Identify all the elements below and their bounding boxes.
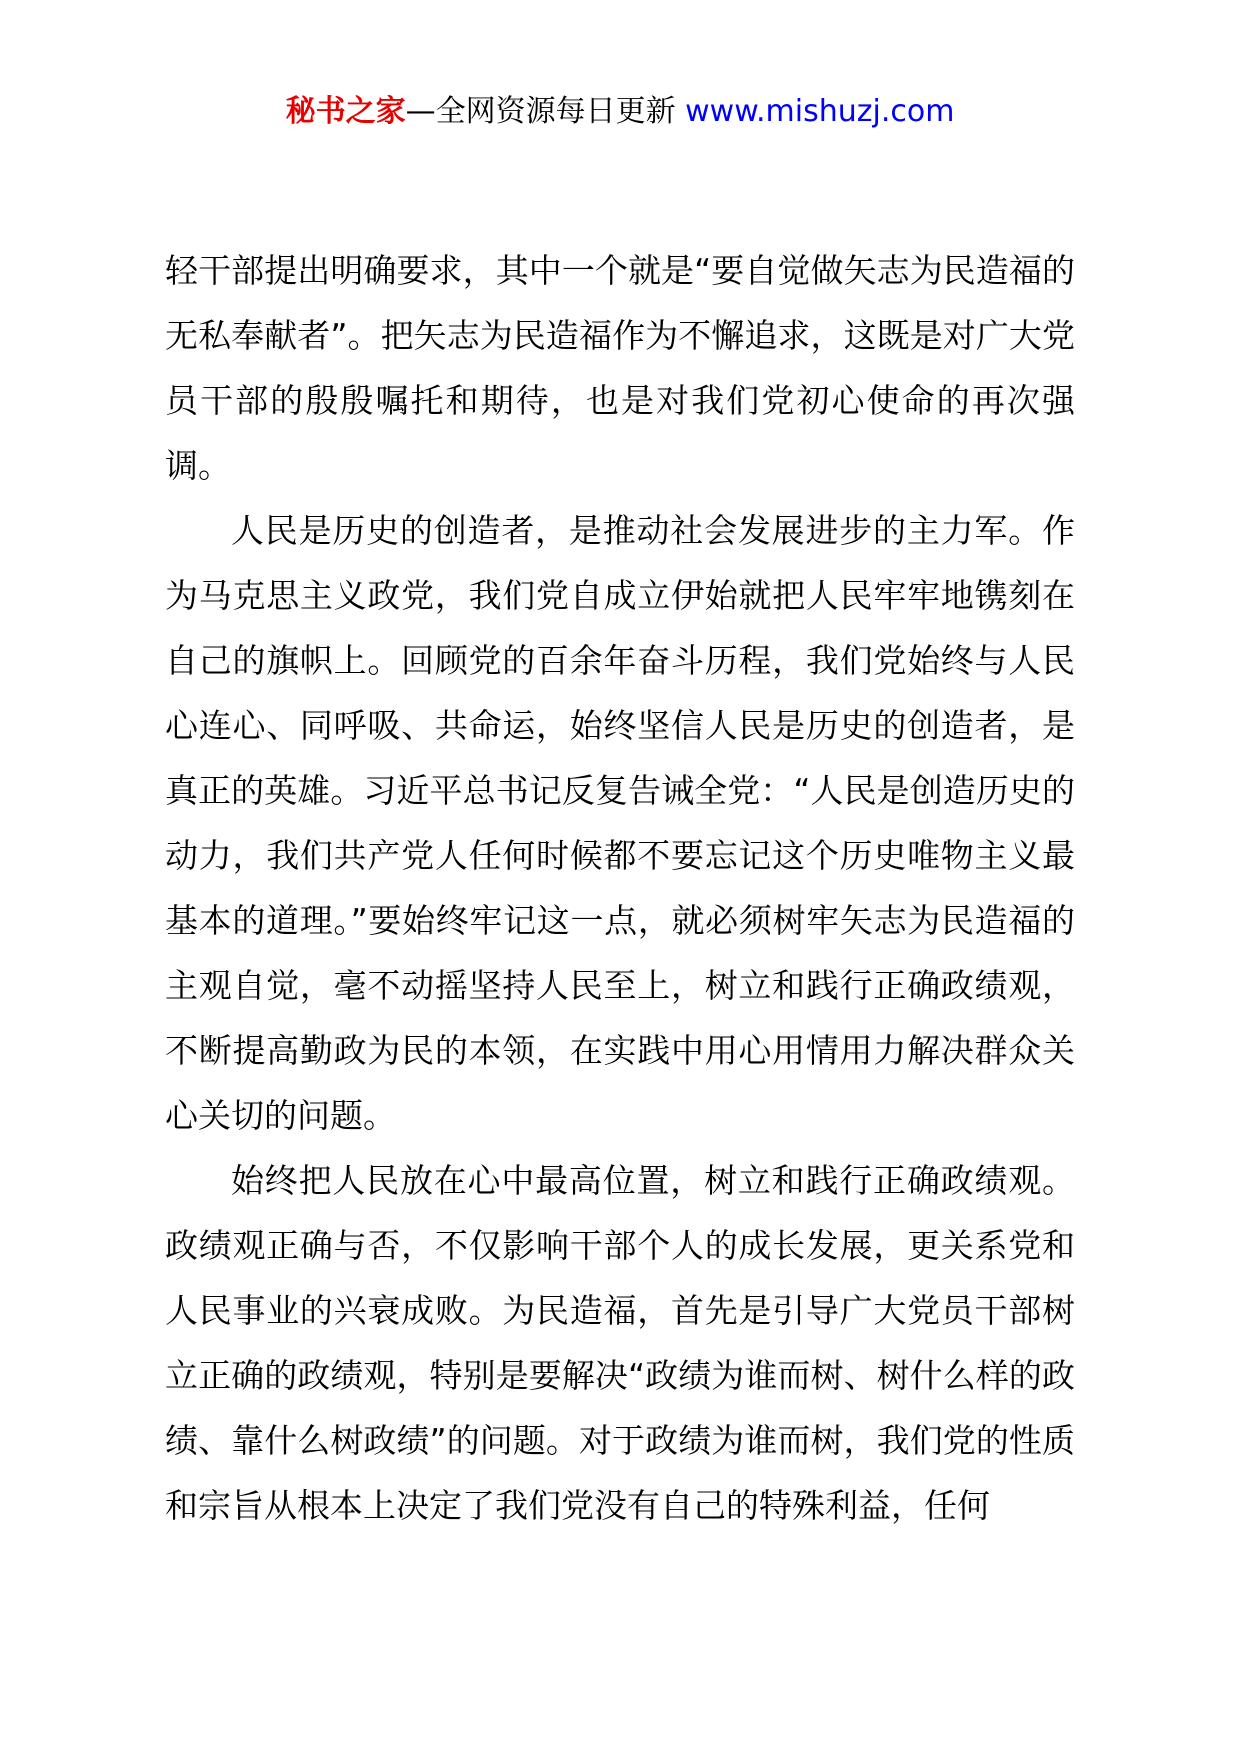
page-header [0,92,1240,132]
paragraph: 人民是历史的创造者，是推动社会发展进步的主力军。作为马克思主义政党，我们党自成立伊始就把人民牢牢地镌刻在自己的旗帜上。回顾党的百余年奋斗历程，我们党始终与人民心连心、同呼吸、共命运，始终坚信人民是历史的创造者，是真正的英雄。习近平总书记反复告诫全党：“人民是创造历史的动力，我们共产党人任何时候都不要忘记这个历史唯物主义最基本的道理。”要始终牢记这一点，就必须树牢矢志为民造福的主观自觉，毫不动摇坚持人民至上，树立和践行正确政绩观，不断提高勤政为民的本领，在实践中用心用情用力解决群众关心关切的问题。 [165,511,1075,1135]
site-brand: 秘书之家 [285,94,406,129]
site-url[interactable]: www.mishuzj.com [685,94,955,129]
site-tagline: —全网资源每日更新 [405,94,686,129]
article-body [165,238,1075,1538]
paragraph-continued: 轻干部提出明确要求，其中一个就是“要自觉做矢志为民造福的无私奉献者”。把矢志为民造福作为不懈追求，这既是对广大党员干部的殷殷嘱托和期待，也是对我们党初心使命的再次强调。 [165,251,1075,485]
paragraph: 始终把人民放在心中最高位置，树立和践行正确政绩观。政绩观正确与否，不仅影响干部个人的成长发展，更关系党和人民事业的兴衰成败。为民造福，首先是引导广大党员干部树立正确的政绩观，特别是要解决“政绩为谁而树、树什么样的政绩、靠什么树政绩”的问题。对于政绩为谁而树，我们党的性质和宗旨从根本上决定了我们党没有自己的特殊利益，任何 [165,1161,1075,1525]
